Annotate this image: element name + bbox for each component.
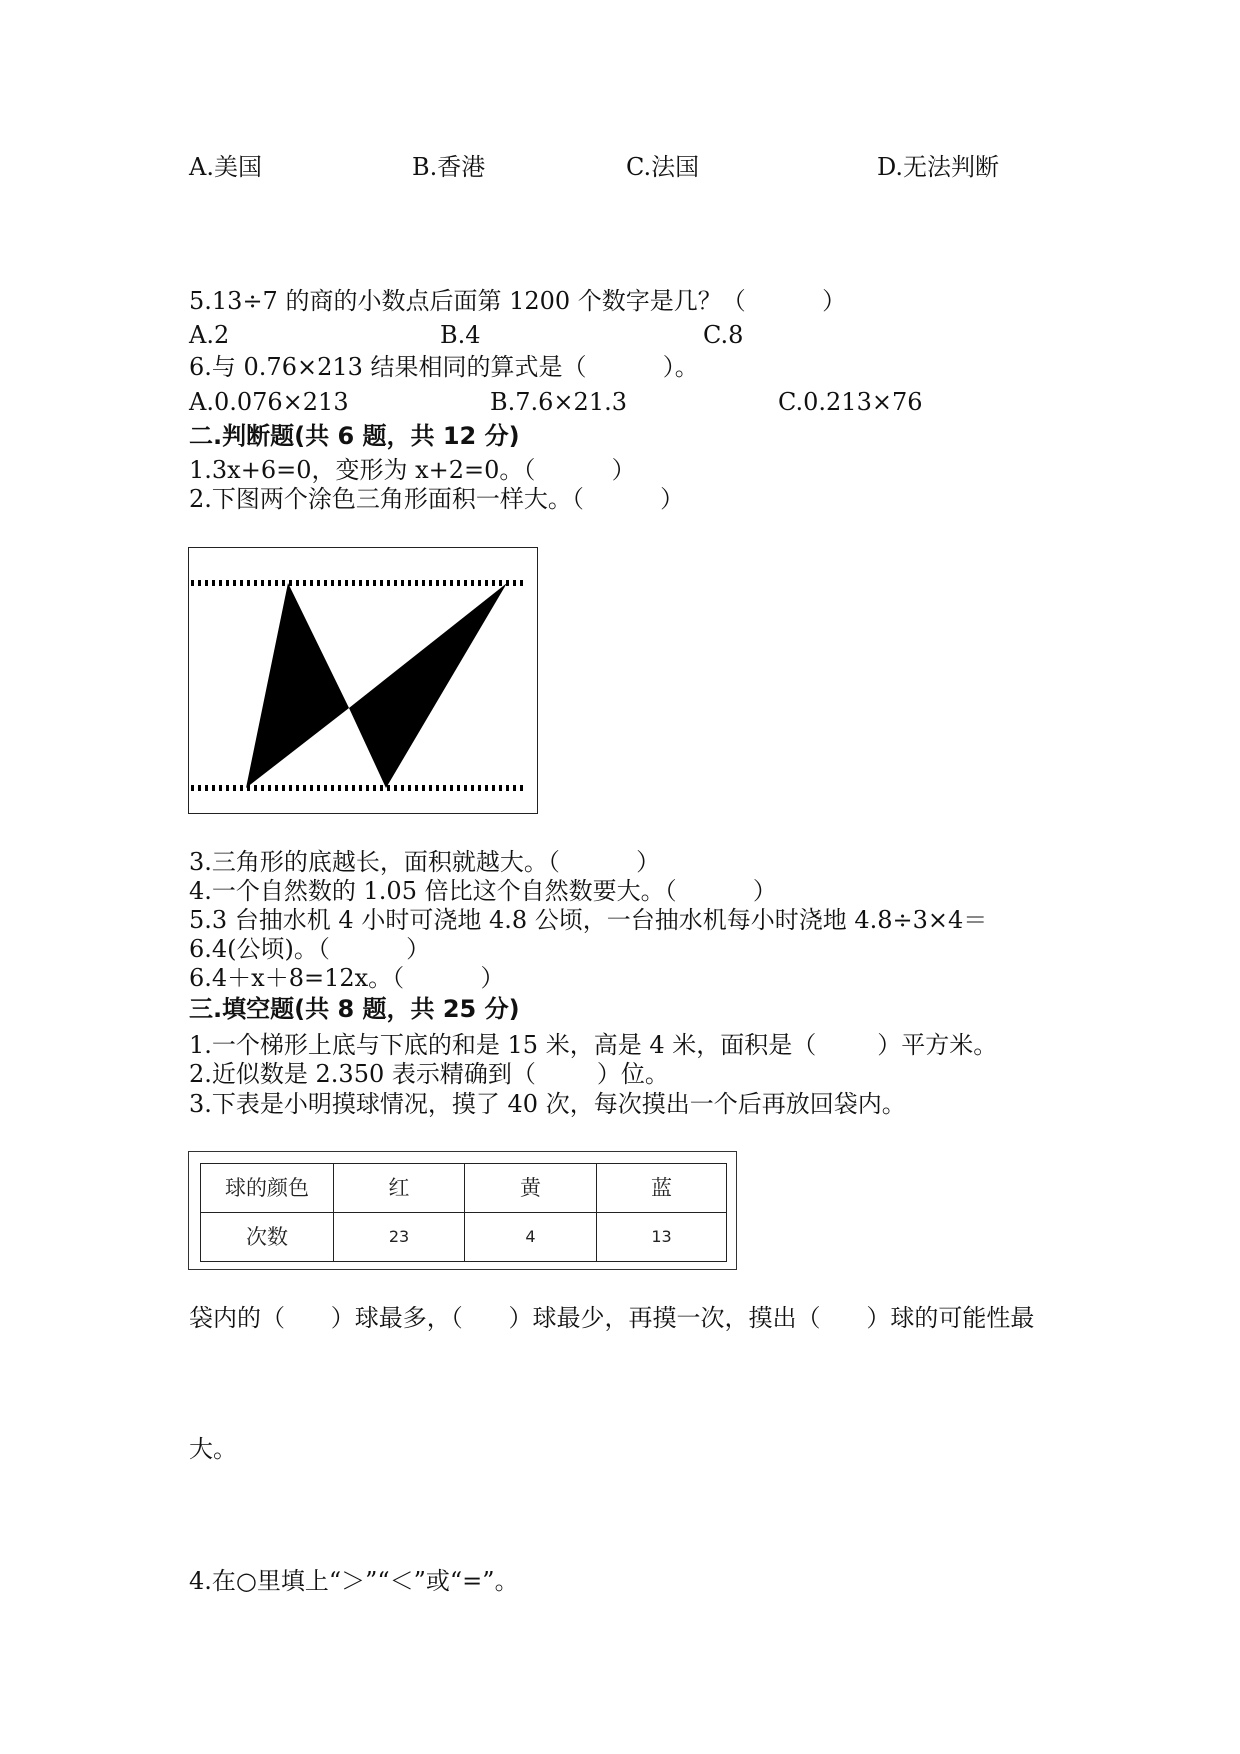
s2-item-1: 1.3x+6=0，变形为 x+2=0。（ ） <box>189 456 636 484</box>
q4-option-d: D.无法判断 <box>877 153 1000 181</box>
q4-option-b: B.香港 <box>412 153 486 181</box>
table-header-row <box>201 1164 727 1213</box>
q5-option-b: B.4 <box>440 321 481 349</box>
q5-option-a: A.2 <box>189 321 230 349</box>
table-cell: 23 <box>334 1213 465 1262</box>
q6-option-b: B.7.6×21.3 <box>490 388 627 416</box>
table-cell: 4 <box>465 1213 597 1262</box>
ball-table-frame <box>188 1151 737 1270</box>
s3-item-3-fill-line-end: 大。 <box>189 1435 237 1463</box>
table-header-cell: 球的颜色 <box>201 1164 334 1213</box>
s2-item-3: 3.三角形的底越长，面积就越大。（ ） <box>189 848 661 876</box>
q6-option-a: A.0.076×213 <box>189 388 349 416</box>
triangles-figure <box>188 547 538 814</box>
q4-option-a: A.美国 <box>189 153 262 181</box>
table-header-cell: 红 <box>334 1164 465 1213</box>
section2-heading: 二.判断题(共 6 题，共 12 分) <box>189 422 520 450</box>
s2-item-4: 4.一个自然数的 1.05 倍比这个自然数要大。（ ） <box>189 877 777 905</box>
table-header-cell: 蓝 <box>597 1164 727 1213</box>
s2-item-5: 5.3 台抽水机 4 小时可浇地 4.8 公顷，一台抽水机每小时浇地 4.8÷3×4＝ <box>189 906 988 934</box>
q5-option-c: C.8 <box>703 321 744 349</box>
right-shaded-triangle <box>349 583 507 788</box>
s2-item-5-cont: 6.4(公顷)。（ ） <box>189 935 431 963</box>
section3-heading: 三.填空题(共 8 题，共 25 分) <box>189 995 520 1023</box>
q4-option-c: C.法国 <box>626 153 700 181</box>
q6-option-c: C.0.213×76 <box>778 388 923 416</box>
s3-item-2: 2.近似数是 2.350 表示精确到（ ）位。 <box>189 1060 669 1088</box>
table-cell: 13 <box>597 1213 727 1262</box>
s3-item-3-fill-line: 袋内的（ ）球最多，（ ）球最少，再摸一次，摸出（ ）球的可能性最 <box>189 1304 1035 1332</box>
q6-question: 6.与 0.76×213 结果相同的算式是（ ）。 <box>189 353 699 381</box>
s3-item-3: 3.下表是小明摸球情况，摸了 40 次，每次摸出一个后再放回袋内。 <box>189 1090 906 1118</box>
left-shaded-triangle <box>246 583 349 788</box>
table-header-cell: 黄 <box>465 1164 597 1213</box>
s3-item-4: 4.在○里填上“＞”“＜”或“=”。 <box>189 1567 519 1595</box>
table-row <box>201 1213 727 1262</box>
triangles-svg <box>189 548 536 812</box>
ball-count-table <box>200 1163 727 1262</box>
q5-question: 5.13÷7 的商的小数点后面第 1200 个数字是几？（ ） <box>189 287 847 315</box>
s2-item-6: 6.4＋x＋8=12x。（ ） <box>189 964 505 992</box>
s3-item-1: 1.一个梯形上底与下底的和是 15 米，高是 4 米，面积是（ ）平方米。 <box>189 1031 998 1059</box>
s2-item-2: 2.下图两个涂色三角形面积一样大。（ ） <box>189 485 685 513</box>
table-row-header: 次数 <box>201 1213 334 1262</box>
